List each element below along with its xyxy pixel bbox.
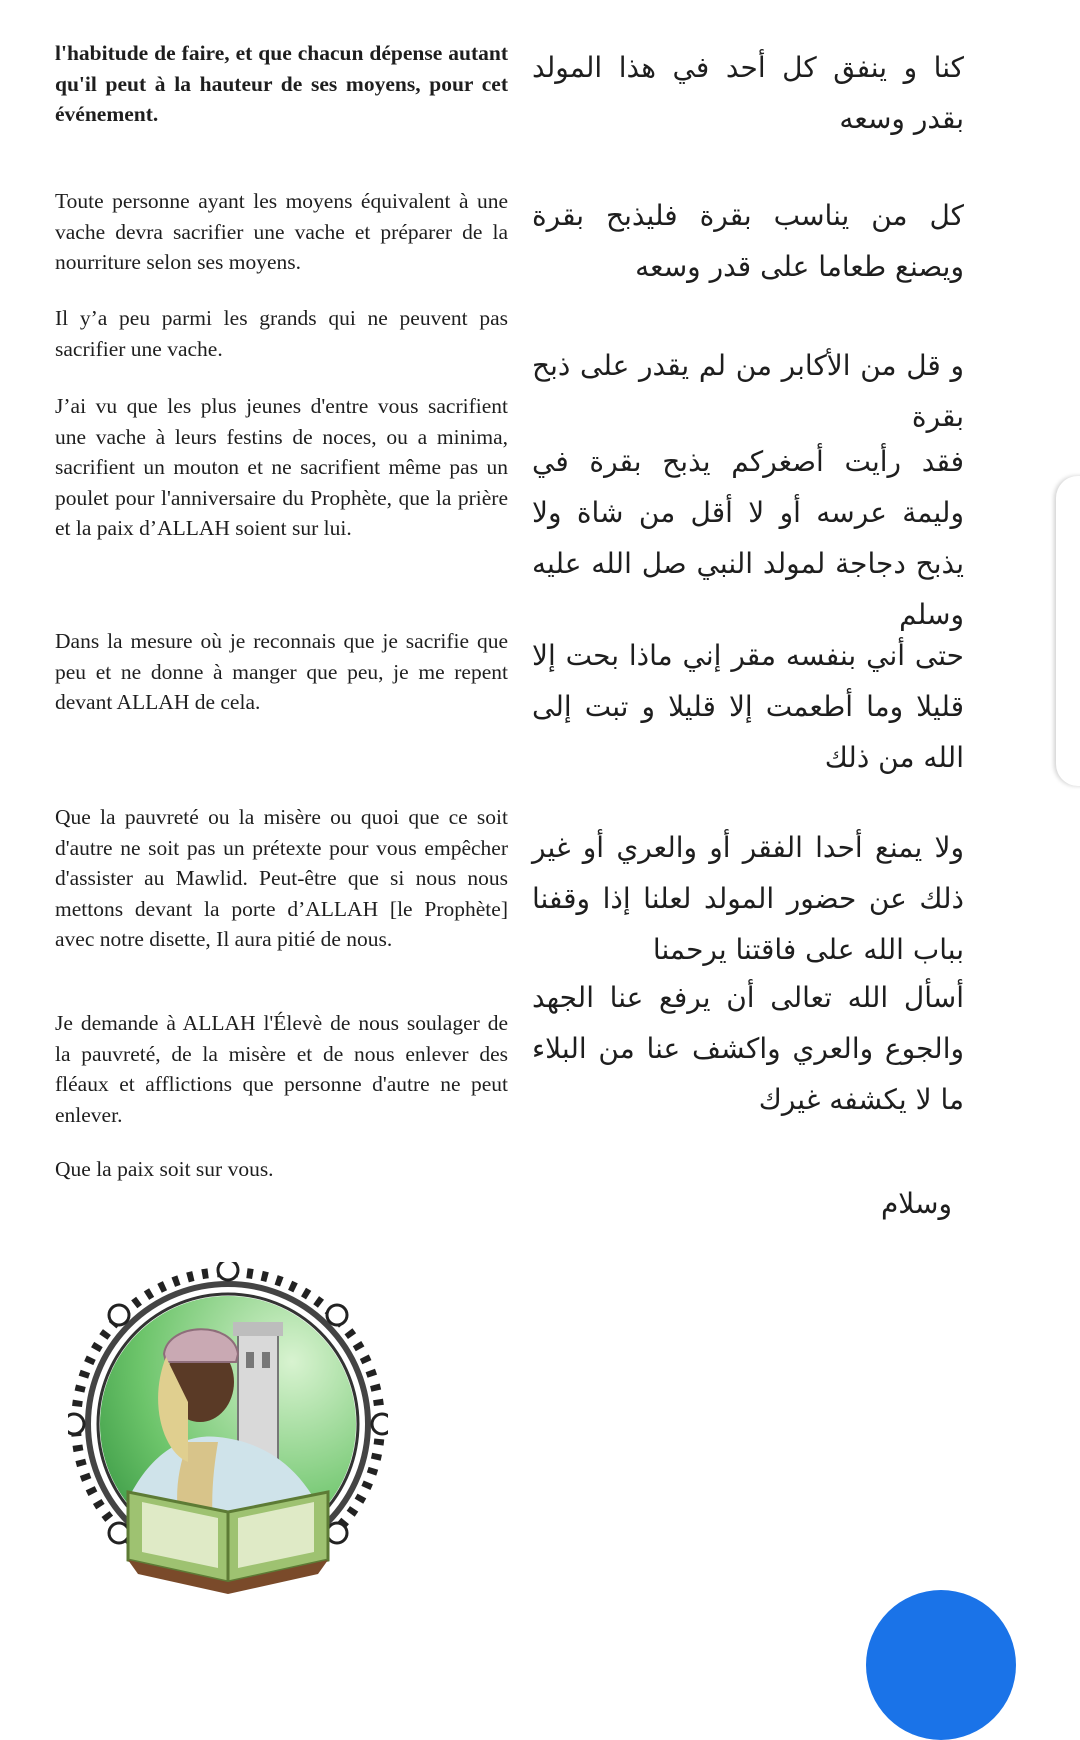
arabic-paragraph-5: حتى أني بنفسه مقر إني ماذا بحت إلا قليلا وما أطعمت إلا قليلا و تبت إلى الله من ذلك: [532, 639, 964, 774]
arabic-paragraph-2: كل من يناسب بقرة فليذبح بقرة ويصنع طعاما على قدر وسعه: [532, 199, 964, 283]
arabic-paragraph-6: ولا يمنع أحدا الفقر أو والعري أو غير ذلك عن حضور المولد لعلنا إذا وقفنا بباب الله على فاقتنا يرحمنا: [532, 831, 964, 966]
french-paragraph-2: Toute personne ayant les moyens équivalent à une vache devra sacrifier une vache et préparer de la nourriture selon ses moyens.: [55, 189, 508, 274]
french-paragraph-1: l'habitude de faire, et que chacun dépense autant qu'il peut à la hauteur de ses moyens, pour cet événement.: [55, 41, 508, 126]
french-paragraph-6: Que la pauvreté ou la misère ou quoi que ce soit d'autre ne soit pas un prétexte pour vous empêcher d'assister au Mawlid. Peut-être que si nous nous mettons devant la porte d’ALLAH [le Prophète] avec notre disette, Il aura pitié de nous.: [55, 805, 508, 951]
arabic-paragraph-1: كنا و ينفق كل أحد في هذا المولد بقدر وسعه: [532, 51, 964, 135]
french-paragraph-4: J’ai vu que les plus jeunes d'entre vous sacrifient une vache à leurs festins de noces, ou a minima, sacrifient un mouton et ne sacrifient même pas un poulet pour l'anniversaire du Prophète, que la prière et la paix d’ALLAH soient sur lui.: [55, 394, 508, 540]
french-paragraph-5: Dans la mesure où je reconnais que je sacrifie que peu et ne donne à manger que peu, je me repent devant ALLAH de cela.: [55, 629, 508, 714]
arabic-paragraph-3: و قل من الأكابر من لم يقدر على ذبح بقرة: [532, 349, 964, 433]
french-paragraph-3: Il y’a peu parmi les grands qui ne peuvent pas sacrifier une vache.: [55, 306, 508, 361]
arabic-paragraph-4: فقد رأيت أصغركم يذبح بقرة في وليمة عرسه أو لا أقل من شاة ولا يذبح دجاجة لمولد النبي صل الله عليه وسلم: [532, 445, 964, 631]
portrait-medallion-icon: [68, 1262, 388, 1594]
french-paragraph-7: Je demande à ALLAH l'Élevè de nous soulager de la pauvreté, de la misère et de nous enlever des fléaux et afflictions que personne d'autre ne peut enlever.: [55, 1011, 508, 1127]
arabic-paragraph-8: وسلام: [880, 1187, 952, 1220]
arabic-paragraph-7: أسأل الله تعالى أن يرفع عنا الجهد والجوع والعري واكشف عنا من البلاء ما لا يكشفه غيرك: [532, 981, 964, 1116]
french-paragraph-8: Que la paix soit sur vous.: [55, 1157, 274, 1181]
scroll-handle[interactable]: [1056, 476, 1080, 786]
fab-button[interactable]: [866, 1590, 1016, 1740]
